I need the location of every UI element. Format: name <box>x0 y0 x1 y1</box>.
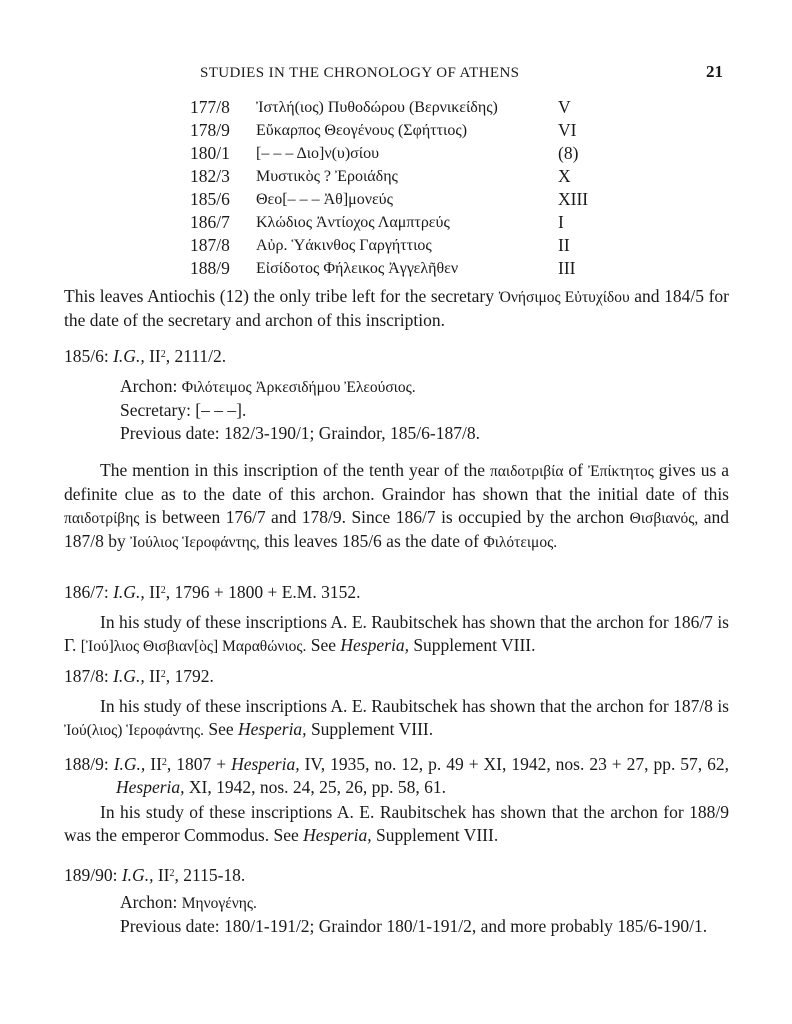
secretary-row <box>190 188 630 211</box>
citation-ig: I.G., <box>113 582 145 602</box>
row-year: 188/9 <box>190 258 230 278</box>
text: In his study of these inscriptions A. E. Raubitschek has shown that the archon for 188/9 was the emperor Commodus. See <box>64 802 729 845</box>
row-secretary-name: Αὐρ. Ὑάκινθος Γαργήττιος <box>256 237 432 254</box>
secretary-line: Secretary: [– – –]. <box>120 400 247 420</box>
entry-heading <box>64 864 729 887</box>
discussion-paragraph <box>64 611 729 658</box>
entry-189-90 <box>64 864 729 938</box>
citation-rest: , 1792. <box>165 666 214 686</box>
row-secretary-name: Μυστικὸς ? Ἐροιάδης <box>256 168 398 185</box>
row-year: 185/6 <box>190 189 230 209</box>
entry-heading <box>64 345 729 368</box>
secretary-row <box>190 165 630 188</box>
citation-rest: , 1807 + <box>166 754 227 774</box>
discussion-paragraph <box>64 459 729 554</box>
text: and 187/8 by <box>64 507 730 551</box>
entry-185-6 <box>64 345 729 554</box>
greek-name: Ἰούλιος Ἱεροφάντης, <box>130 534 260 551</box>
text: Supplement VIII. <box>376 825 499 845</box>
archon-line <box>64 375 729 399</box>
row-year: 177/8 <box>190 97 230 117</box>
row-year: 187/8 <box>190 235 230 255</box>
greek-term: παιδοτρίβης <box>64 510 140 527</box>
entry-188-9 <box>64 753 729 847</box>
archon-label: Archon: <box>120 376 178 396</box>
text: In his study of these inscriptions A. E. Raubitschek has shown that the archon for 187/8 is <box>100 696 729 716</box>
citation-volume: II <box>149 582 161 602</box>
citation-volume: II <box>157 865 170 885</box>
citation-edition: 2 <box>161 757 167 768</box>
journal-title: Hesperia, <box>303 825 372 845</box>
text: The mention in this inscription of the tenth year of the <box>100 460 485 480</box>
greek-name: Ἰού(λιος) Ἱεροφάντης. <box>64 722 204 739</box>
citation-volume: II <box>149 346 161 366</box>
secretary-table <box>190 96 630 280</box>
discussion-paragraph <box>64 695 729 742</box>
row-tribe-number: (8) <box>558 143 579 163</box>
row-year: 186/7 <box>190 212 230 232</box>
row-secretary-name: Θεο[– – – Ἀθ]μονεύς <box>256 191 393 208</box>
entry-heading <box>64 665 729 688</box>
row-year: 182/3 <box>190 166 230 186</box>
secretary-row <box>190 142 630 165</box>
entry-date: 186/7: <box>64 582 109 602</box>
citation-rest: , 2115-18. <box>174 865 246 885</box>
row-secretary-name: Εἰσίδοτος Φήλεικος Ἀγγελῆθεν <box>256 260 459 277</box>
entry-heading <box>64 581 729 604</box>
row-tribe-number: V <box>558 97 571 117</box>
row-tribe-number: X <box>558 166 571 186</box>
citation-volume: II <box>149 666 161 686</box>
citation-rest: , 2111/2. <box>165 346 227 366</box>
row-tribe-number: III <box>558 258 576 278</box>
citation-rest: IV, 1935, no. 12, p. 49 + XI, 1942, nos. 23 + 27, pp. 57, 62, <box>304 754 730 774</box>
row-tribe-number: I <box>558 212 564 232</box>
citation-edition: 2 <box>160 585 166 596</box>
citation-volume: II <box>150 754 162 774</box>
greek-name: Ὀνήσιμος Εὐτυχίδου <box>498 289 630 306</box>
entry-186-7 <box>64 581 729 658</box>
row-year: 180/1 <box>190 143 230 163</box>
row-secretary-name: Ἰστλή(ιος) Πυθοδώρου (Βερνικείδης) <box>256 99 498 116</box>
citation-ig: I.G., <box>113 754 146 774</box>
row-tribe-number: VI <box>558 120 577 140</box>
previous-date-line: Previous date: 180/1-191/2; Graindor 180/1-191/2, and more probably 185/6-190/1. <box>120 916 708 936</box>
entry-date: 188/9: <box>64 754 109 774</box>
journal-title: Hesperia, <box>340 635 409 655</box>
secretary-row <box>190 234 630 257</box>
previous-date-line: Previous date: 182/3-190/1; Graindor, 185/6-187/8. <box>120 423 480 443</box>
secretary-row <box>190 211 630 234</box>
text: Supplement VIII. <box>310 719 434 739</box>
row-secretary-name: Κλώδιος Ἀντίοχος Λαμπτρεύς <box>256 214 450 231</box>
text: Supplement VIII. <box>413 635 536 655</box>
greek-term: παιδοτριβία <box>489 463 564 480</box>
text: gives us a definite clue as to the date of this archon. Graindor has shown that the initial date of this <box>64 460 729 504</box>
archon-name: Φιλότειμος Ἀρκεσιδήμου Ἐλεούσιος. <box>181 379 416 396</box>
citation-edition: 2 <box>169 868 175 879</box>
archon-line <box>64 891 729 915</box>
archon-name: Μηνογένης. <box>181 895 257 912</box>
text: In his study of these inscriptions A. E. Raubitschek has shown that the archon for 186/7 is Γ. <box>64 612 729 655</box>
text: See <box>310 635 337 655</box>
secretary-row <box>190 119 630 142</box>
journal-title: Hesperia, <box>116 777 185 797</box>
text: of <box>568 460 583 480</box>
entry-date: 189/90: <box>64 865 118 885</box>
citation-rest: , 1796 + 1800 + E.M. 3152. <box>165 582 361 602</box>
citation-rest: XI, 1942, nos. 24, 25, 26, pp. 58, 61. <box>188 777 447 797</box>
row-tribe-number: II <box>558 235 570 255</box>
page-number: 21 <box>706 62 723 81</box>
paragraph-antiochis <box>64 285 729 332</box>
citation-edition: 2 <box>160 349 166 360</box>
row-year: 178/9 <box>190 120 230 140</box>
greek-name: [Ἰού]λιος Θισβιαν[ὸς] Μαραθώνιος. <box>80 638 307 655</box>
journal-title: Hesperia, <box>231 754 300 774</box>
entry-date: 187/8: <box>64 666 109 686</box>
running-title: STUDIES IN THE CHRONOLOGY OF ATHENS <box>200 65 520 81</box>
entry-date: 185/6: <box>64 346 109 366</box>
text: is between 176/7 and 178/9. Since 186/7 is occupied by the archon <box>144 507 625 527</box>
text: this leaves 185/6 as the date of <box>264 531 479 551</box>
entry-187-8 <box>64 665 729 742</box>
archon-label: Archon: <box>120 892 178 912</box>
secretary-row <box>190 257 630 280</box>
citation-ig: I.G., <box>113 666 145 686</box>
journal-title: Hesperia, <box>238 719 307 739</box>
discussion-paragraph <box>64 801 729 847</box>
citation-ig: I.G., <box>113 346 145 366</box>
row-secretary-name: Εὔκαρπος Θεογένους (Σφήττιος) <box>256 122 468 139</box>
greek-name: Ἐπίκτητος <box>587 463 654 480</box>
text: This leaves Antiochis (12) the only tribe left for the secretary <box>64 286 494 306</box>
greek-name: Φιλότειμος. <box>483 534 558 551</box>
entry-heading <box>64 753 729 799</box>
row-secretary-name: [– – – Διο]ν(υ)σίου <box>256 145 380 162</box>
citation-edition: 2 <box>160 669 166 680</box>
greek-name: Θισβιανός, <box>629 510 699 527</box>
text: See <box>208 719 234 739</box>
citation-ig: I.G., <box>121 865 154 885</box>
secretary-row <box>190 96 630 119</box>
text: and 184/5 for the date of the secretary and archon of this inscription. <box>64 286 729 330</box>
row-tribe-number: XIII <box>558 189 589 209</box>
